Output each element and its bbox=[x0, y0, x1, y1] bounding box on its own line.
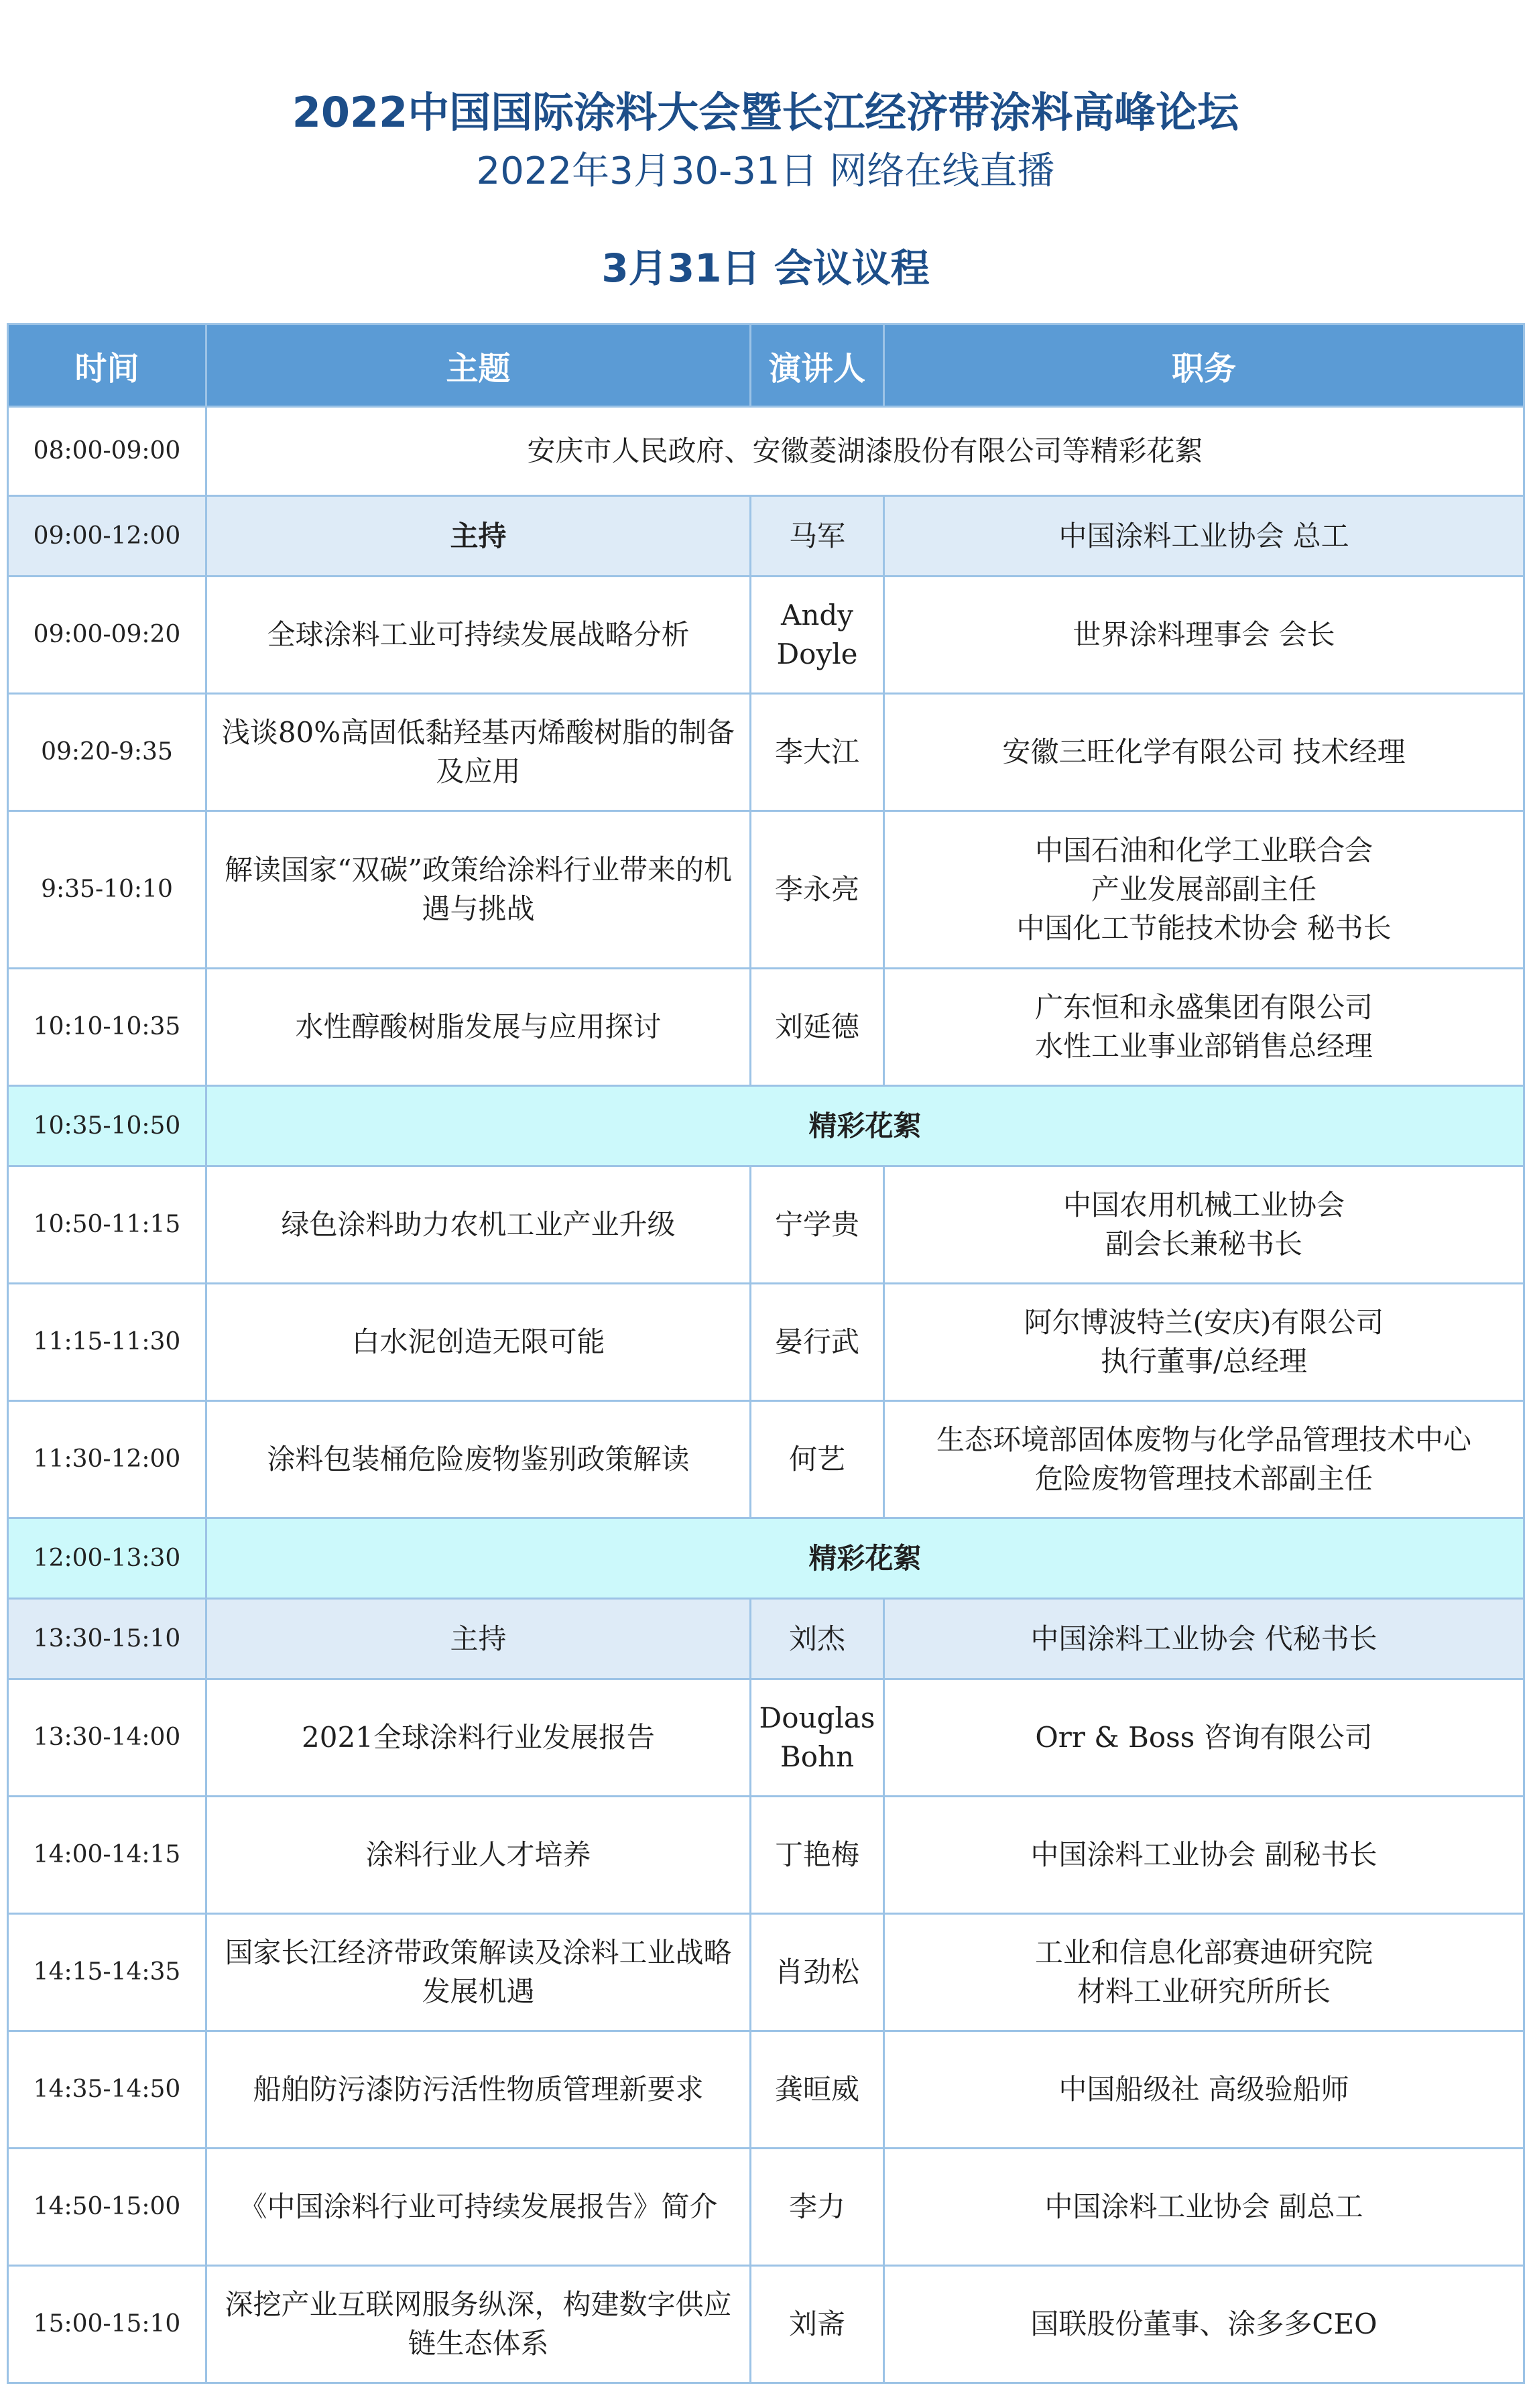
topic-cell: 绿色涂料助力农机工业产业升级 bbox=[206, 1166, 751, 1284]
topic-cell: 安庆市人民政府、安徽菱湖漆股份有限公司等精彩花絮 bbox=[206, 407, 1524, 496]
time-cell: 11:30-12:00 bbox=[8, 1401, 206, 1518]
topic-cell: 涂料包装桶危险废物鉴别政策解读 bbox=[206, 1401, 751, 1518]
agenda-row bbox=[8, 1401, 1524, 1518]
topic-cell: 深挖产业互联网服务纵深，构建数字供应链生态体系 bbox=[206, 2266, 751, 2383]
table-header-row bbox=[8, 324, 1524, 407]
time-cell: 08:00-09:00 bbox=[8, 407, 206, 496]
position-line: 生态环境部固体废物与化学品管理技术中心 bbox=[936, 1423, 1471, 1456]
speaker-cell: 马军 bbox=[751, 496, 884, 577]
topic-cell: 2021全球涂料行业发展报告 bbox=[206, 1679, 751, 1797]
time-cell: 13:30-15:10 bbox=[8, 1599, 206, 1679]
speaker-cell: 肖劲松 bbox=[751, 1914, 884, 2031]
time-cell: 10:35-10:50 bbox=[8, 1086, 206, 1166]
agenda-row bbox=[8, 1284, 1524, 1401]
topic-cell: 浅谈80%高固低黏羟基丙烯酸树脂的制备及应用 bbox=[206, 694, 751, 811]
topic-cell: 《中国涂料行业可持续发展报告》简介 bbox=[206, 2149, 751, 2266]
position-line: 材料工业研究所所长 bbox=[1077, 1975, 1331, 2008]
position-line: 危险废物管理技术部副主任 bbox=[1034, 1462, 1373, 1495]
position-line: 中国石油和化学工业联合会 bbox=[1034, 834, 1373, 867]
agenda-table bbox=[7, 323, 1525, 2384]
position-cell bbox=[884, 1797, 1524, 1914]
agenda-row bbox=[8, 1086, 1524, 1166]
position-line: 中国涂料工业协会 副秘书长 bbox=[1030, 1838, 1377, 1871]
time-cell: 09:00-12:00 bbox=[8, 496, 206, 577]
agenda-row bbox=[8, 1166, 1524, 1284]
agenda-row bbox=[8, 1599, 1524, 1679]
position-line: 副会长兼秘书长 bbox=[1105, 1227, 1302, 1260]
position-cell bbox=[884, 969, 1524, 1086]
column-header-position: 职务 bbox=[884, 324, 1524, 407]
position-cell bbox=[884, 1284, 1524, 1401]
topic-cell: 涂料行业人才培养 bbox=[206, 1797, 751, 1914]
topic-cell: 白水泥创造无限可能 bbox=[206, 1284, 751, 1401]
time-cell: 9:35-10:10 bbox=[8, 811, 206, 969]
speaker-cell: 何艺 bbox=[751, 1401, 884, 1518]
speaker-cell: 李力 bbox=[751, 2149, 884, 2266]
time-cell: 15:00-15:10 bbox=[8, 2266, 206, 2383]
position-line: 执行董事/总经理 bbox=[1100, 1345, 1308, 1378]
position-cell bbox=[884, 1166, 1524, 1284]
agenda-row bbox=[8, 694, 1524, 811]
position-cell bbox=[884, 1914, 1524, 2031]
position-line: 水性工业事业部销售总经理 bbox=[1034, 1030, 1373, 1063]
position-line: 产业发展部副主任 bbox=[1091, 873, 1316, 906]
break-label-cell: 精彩花絮 bbox=[206, 1518, 1524, 1599]
speaker-cell: 丁艳梅 bbox=[751, 1797, 884, 1914]
position-cell bbox=[884, 496, 1524, 577]
agenda-row bbox=[8, 1914, 1524, 2031]
speaker-cell: 晏行武 bbox=[751, 1284, 884, 1401]
position-cell bbox=[884, 1599, 1524, 1679]
topic-cell: 国家长江经济带政策解读及涂料工业战略发展机遇 bbox=[206, 1914, 751, 2031]
time-cell: 14:00-14:15 bbox=[8, 1797, 206, 1914]
time-cell: 14:50-15:00 bbox=[8, 2149, 206, 2266]
time-cell: 09:20-9:35 bbox=[8, 694, 206, 811]
position-cell bbox=[884, 577, 1524, 694]
time-cell: 10:10-10:35 bbox=[8, 969, 206, 1086]
topic-cell: 解读国家“双碳”政策给涂料行业带来的机遇与挑战 bbox=[206, 811, 751, 969]
time-cell: 14:35-14:50 bbox=[8, 2031, 206, 2149]
time-cell: 12:00-13:30 bbox=[8, 1518, 206, 1599]
position-cell bbox=[884, 1679, 1524, 1797]
position-line: 工业和信息化部赛迪研究院 bbox=[1034, 1936, 1373, 1969]
position-line: 中国船级社 高级验船师 bbox=[1058, 2073, 1349, 2106]
topic-cell: 主持 bbox=[206, 496, 751, 577]
position-line: 世界涂料理事会 会长 bbox=[1073, 618, 1335, 651]
position-line: 中国化工节能技术协会 秘书长 bbox=[1016, 912, 1392, 945]
conference-date-line: 2022年3月30-31日 网络在线直播 bbox=[476, 149, 1055, 193]
speaker-cell: 刘斋 bbox=[751, 2266, 884, 2383]
time-cell: 13:30-14:00 bbox=[8, 1679, 206, 1797]
time-cell: 09:00-09:20 bbox=[8, 577, 206, 694]
position-cell bbox=[884, 1401, 1524, 1518]
speaker-cell: Douglas Bohn bbox=[751, 1679, 884, 1797]
position-line: 中国涂料工业协会 总工 bbox=[1058, 519, 1349, 552]
column-header-speaker: 演讲人 bbox=[751, 324, 884, 407]
agenda-row bbox=[8, 496, 1524, 577]
position-cell bbox=[884, 2266, 1524, 2383]
agenda-row bbox=[8, 2149, 1524, 2266]
agenda-row bbox=[8, 1679, 1524, 1797]
agenda-body bbox=[8, 407, 1524, 2383]
topic-cell: 全球涂料工业可持续发展战略分析 bbox=[206, 577, 751, 694]
agenda-row bbox=[8, 407, 1524, 496]
position-line: Orr & Boss 咨询有限公司 bbox=[1035, 1721, 1373, 1754]
agenda-row bbox=[8, 2031, 1524, 2149]
time-cell: 11:15-11:30 bbox=[8, 1284, 206, 1401]
position-line: 广东恒和永盛集团有限公司 bbox=[1034, 991, 1373, 1024]
agenda-row bbox=[8, 811, 1524, 969]
position-line: 安徽三旺化学有限公司 技术经理 bbox=[1002, 735, 1406, 768]
speaker-cell: 龚晅威 bbox=[751, 2031, 884, 2149]
conference-title: 2022中国国际涂料大会暨长江经济带涂料高峰论坛 bbox=[292, 88, 1239, 137]
column-header-topic: 主题 bbox=[206, 324, 751, 407]
agenda-row bbox=[8, 1518, 1524, 1599]
time-cell: 10:50-11:15 bbox=[8, 1166, 206, 1284]
position-cell bbox=[884, 2149, 1524, 2266]
position-line: 国联股份董事、涂多多CEO bbox=[1030, 2307, 1377, 2340]
agenda-row bbox=[8, 577, 1524, 694]
position-line: 阿尔博波特兰(安庆)有限公司 bbox=[1024, 1306, 1384, 1339]
agenda-row bbox=[8, 2266, 1524, 2383]
agenda-row bbox=[8, 969, 1524, 1086]
topic-cell: 船舶防污漆防污活性物质管理新要求 bbox=[206, 2031, 751, 2149]
agenda-day-title: 3月31日 会议议程 bbox=[601, 245, 930, 291]
topic-cell: 主持 bbox=[206, 1599, 751, 1679]
position-cell bbox=[884, 694, 1524, 811]
speaker-cell: 李大江 bbox=[751, 694, 884, 811]
agenda-row bbox=[8, 1797, 1524, 1914]
time-cell: 14:15-14:35 bbox=[8, 1914, 206, 2031]
position-cell bbox=[884, 811, 1524, 969]
position-line: 中国涂料工业协会 副总工 bbox=[1044, 2190, 1363, 2223]
speaker-cell: Andy Doyle bbox=[751, 577, 884, 694]
position-cell bbox=[884, 2031, 1524, 2149]
column-header-time: 时间 bbox=[8, 324, 206, 407]
speaker-cell: 刘杰 bbox=[751, 1599, 884, 1679]
position-line: 中国涂料工业协会 代秘书长 bbox=[1030, 1622, 1377, 1655]
speaker-cell: 刘延德 bbox=[751, 969, 884, 1086]
speaker-cell: 宁学贵 bbox=[751, 1166, 884, 1284]
topic-cell: 水性醇酸树脂发展与应用探讨 bbox=[206, 969, 751, 1086]
break-label-cell: 精彩花絮 bbox=[206, 1086, 1524, 1166]
speaker-cell: 李永亮 bbox=[751, 811, 884, 969]
position-line: 中国农用机械工业协会 bbox=[1062, 1189, 1345, 1221]
